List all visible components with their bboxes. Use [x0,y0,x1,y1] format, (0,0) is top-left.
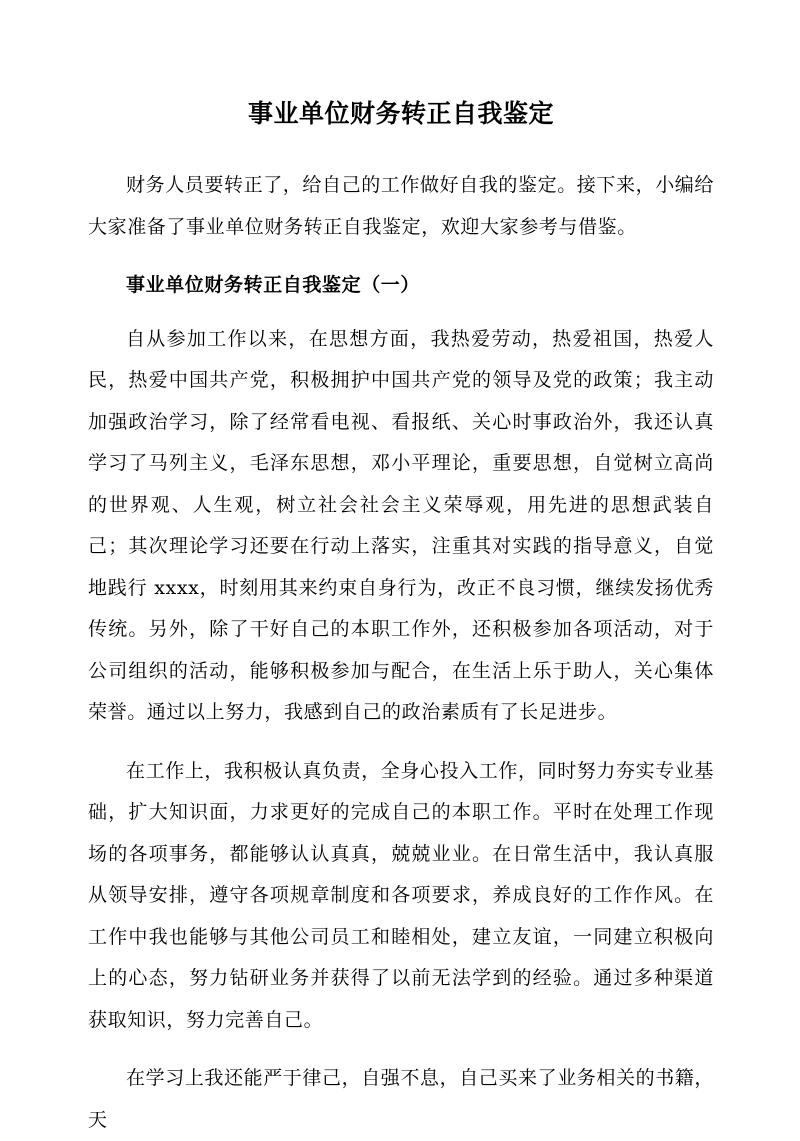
document-title: 事业单位财务转正自我鉴定 [247,99,554,128]
body-paragraph: 在学习上我还能严于律己，自强不息，自己买来了业务相关的书籍，天 [88,1067,715,1131]
section-heading: 事业单位财务转正自我鉴定（一） [126,274,421,296]
body-paragraph: 在工作上，我积极认真负责，全身心投入工作，同时努力夯实专业基础，扩大知识面，力求更好的完成自己的本职工作。平时在处理工作现场的各项事务，都能够认认真真，兢兢业业。在日常生活中，我认真服从领导安排，遵守各项规章制度和各项要求，养成良好的工作作风。在工作中我也能够与其他公司员工和睦相处，建立友谊，一同建立积极向上的心态，努力钻研业务并获得了以前无法学到的经验。通过多种渠道获取知识，努力完善自己。 [88,759,715,1031]
body-paragraph: 自从参加工作以来，在思想方面，我热爱劳动，热爱祖国，热爱人民，热爱中国共产党，积极拥护中国共产党的领导及党的政策；我主动加强政治学习，除了经常看电视、看报纸、关心时事政治外，我还认真学习了马列主义，毛泽东思想，邓小平理论，重要思想，自觉树立高尚的世界观、人生观，树立社会社会主义荣辱观，用先进的思想武装自己；其次理论学习还要在行动上落实，注重其对实践的指导意义，自觉地践行 xxxx，时刻用其来约束自身行为，改正不良习惯，继续发扬优秀传统。另外，除了干好自己的本职工作外，还积极参加各项活动，对于公司组织的活动，能够积极参加与配合，在生活上乐于助人，关心集体荣誉。通过以上努力，我感到自己的政治素质有了长足进步。 [88,327,714,723]
intro-paragraph: 财务人员要转正了，给自己的工作做好自我的鉴定。接下来，小编给大家准备了事业单位财务转正自我鉴定，欢迎大家参考与借鉴。 [88,174,715,238]
